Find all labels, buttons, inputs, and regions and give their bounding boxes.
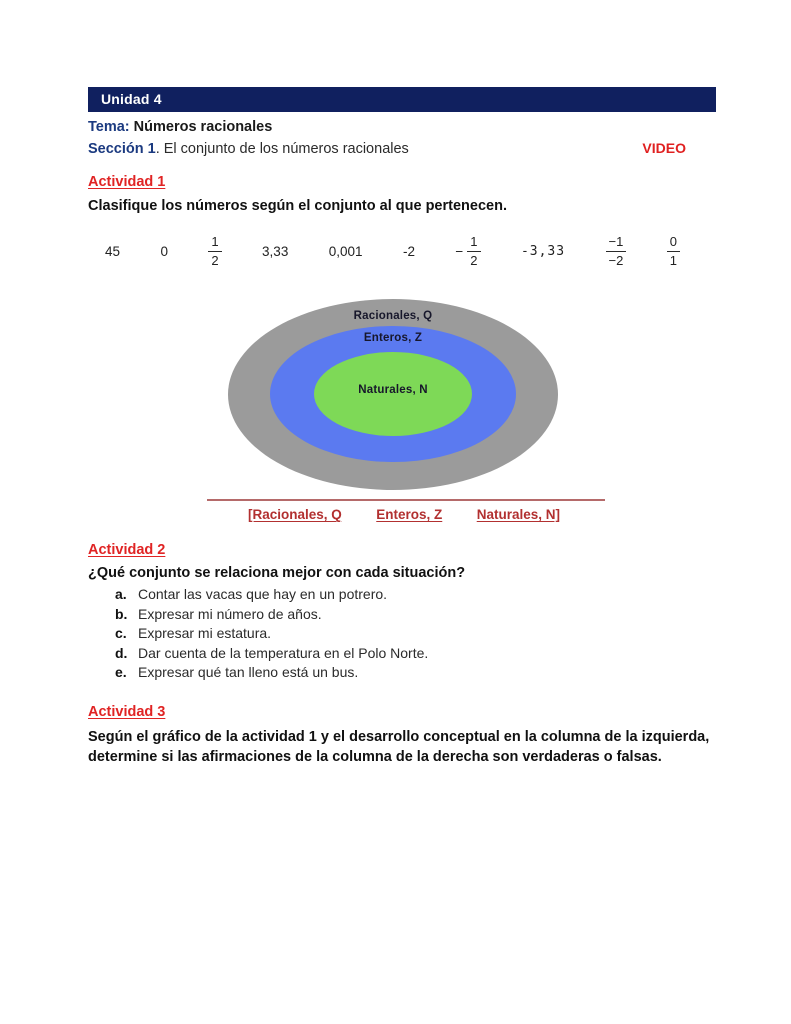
fraction-item xyxy=(208,233,221,269)
fraction-denominator: 2 xyxy=(467,251,480,270)
answer-set-label: Naturales, N] xyxy=(476,507,560,522)
fraction-numerator: 0 xyxy=(669,233,677,249)
list-item-letter: c. xyxy=(115,625,127,641)
answer-line xyxy=(248,507,560,522)
list-item-text: Dar cuenta de la temperatura en el Polo Norte. xyxy=(138,644,429,661)
fraction-denominator: 1 xyxy=(667,251,680,270)
activity1-instruction: Clasifique los números según el conjunto al que pertenecen. xyxy=(88,198,507,214)
fraction-numerator: −1 xyxy=(608,233,624,249)
list-item-text: Expresar mi número de años. xyxy=(138,605,322,622)
list-item xyxy=(88,644,716,664)
page-content xyxy=(88,87,716,767)
list-item-letter: e. xyxy=(115,664,127,680)
video-link[interactable]: VIDEO xyxy=(642,140,686,156)
tema-value: Números racionales xyxy=(129,119,273,135)
number-item: -2 xyxy=(402,243,415,259)
answer-divider-line xyxy=(207,499,605,501)
list-item xyxy=(88,605,716,625)
list-item-text: Expresar qué tan lleno está un bus. xyxy=(138,664,359,680)
fraction-denominator: 2 xyxy=(208,251,221,270)
activity3-heading: Actividad 3 xyxy=(88,703,166,720)
activity2-heading: Actividad 2 xyxy=(88,542,166,558)
seccion-label: Sección 1 xyxy=(88,141,156,157)
list-item xyxy=(88,663,716,683)
list-item-text: Contar las vacas que hay en un potrero. xyxy=(138,586,388,602)
fraction-denominator: −2 xyxy=(606,251,627,270)
rationals-label: Racionales, Q xyxy=(353,310,433,322)
fraction-sign: − xyxy=(455,243,464,259)
answer-set-label: [Racionales, Q xyxy=(248,507,342,522)
integers-label: Enteros, Z xyxy=(363,332,423,344)
naturals-label: Naturales, N xyxy=(358,384,428,396)
seccion-line xyxy=(88,140,716,157)
activity2-list xyxy=(88,585,716,683)
number-item: 45 xyxy=(105,243,121,259)
fraction-numerator: 1 xyxy=(470,233,478,249)
fraction-item xyxy=(606,233,627,269)
activity1-heading: Actividad 1 xyxy=(88,174,166,190)
numbers-row xyxy=(88,228,680,274)
seccion-text xyxy=(88,141,409,157)
list-item xyxy=(88,585,716,605)
euler-diagram xyxy=(88,299,716,491)
activity3-instruction: Según el gráfico de la actividad 1 y el desarrollo conceptual en la columna de la izquierda, determine si las afirmaciones de la columna de la derecha son verdaderas o falsas. xyxy=(88,728,710,765)
list-item-text: Expresar mi estatura. xyxy=(138,625,272,641)
tema-line xyxy=(88,119,716,135)
activity2-question: ¿Qué conjunto se relaciona mejor con cada situación? xyxy=(88,565,466,581)
list-item-letter: d. xyxy=(115,644,128,661)
number-item: 0 xyxy=(160,243,168,259)
seccion-value: . El conjunto de los números racionales xyxy=(155,141,409,157)
number-item: 0,001 xyxy=(328,243,363,259)
number-item: -3,33 xyxy=(520,243,566,259)
tema-label: Tema: xyxy=(88,119,130,135)
list-item-letter: b. xyxy=(115,605,128,622)
list-item-letter: a. xyxy=(115,586,127,602)
fraction-item xyxy=(455,233,480,269)
number-item: 3,33 xyxy=(262,243,289,259)
list-item xyxy=(88,624,716,644)
answer-set-label: Enteros, Z xyxy=(376,507,443,522)
unit-header-bar xyxy=(88,87,716,112)
unit-title: Unidad 4 xyxy=(101,91,162,107)
fraction-item xyxy=(667,233,680,269)
fraction-numerator: 1 xyxy=(211,233,219,249)
